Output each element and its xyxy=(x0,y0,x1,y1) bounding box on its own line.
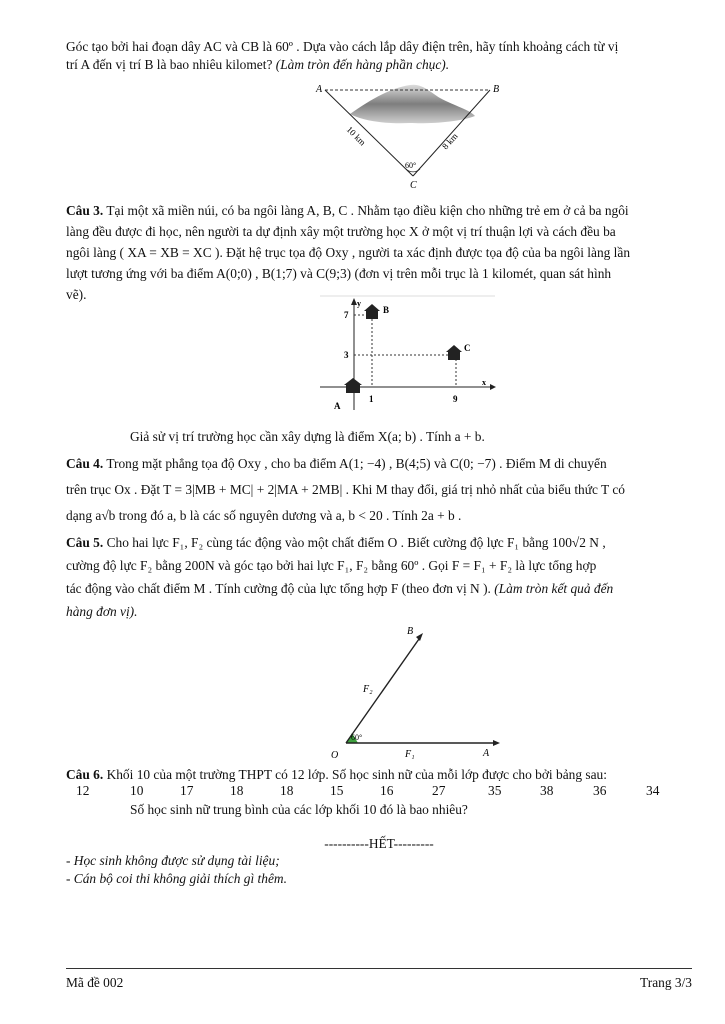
exam-code: Mã đề 002 xyxy=(66,975,124,990)
svg-text:9: 9 xyxy=(453,394,458,404)
intro-question: Góc tạo bởi hai đoạn dây AC và CB là 60º . Dựa vào cách lắp dây điện trên, hãy tính khoảng cách từ vị trí A đến vị trí B là bao nhiêu kilomet? (Làm tròn đến hàng phần chục). xyxy=(66,39,619,72)
svg-text:B: B xyxy=(407,626,414,637)
svg-text:A: A xyxy=(334,401,341,411)
house-b-icon xyxy=(364,304,380,319)
table-cell: 38 xyxy=(540,783,554,798)
side-cb-label: 8 km xyxy=(440,131,460,152)
page-footer xyxy=(66,968,692,991)
point-a-label: A xyxy=(316,84,323,95)
force-f2-vector xyxy=(346,639,419,743)
female-students-table-row xyxy=(66,783,692,801)
table-cell: 15 xyxy=(330,783,344,798)
house-c-icon xyxy=(446,345,462,360)
table-cell: 34 xyxy=(646,783,660,798)
angle-label: 60° xyxy=(405,161,417,170)
table-cell: 10 xyxy=(130,783,144,798)
svg-text:y: y xyxy=(357,299,361,308)
force-vector-figure xyxy=(325,622,505,760)
side-ac-label: 10 km xyxy=(344,124,368,148)
table-cell: 35 xyxy=(488,783,502,798)
svg-text:F₁: F₁ xyxy=(405,749,415,760)
svg-text:A: A xyxy=(483,748,490,759)
question-3-ask: Giả sử vị trí trường học cần xây dựng là điểm X(a; b) . Tính a + b. xyxy=(130,429,485,444)
svg-text:1: 1 xyxy=(369,394,374,404)
svg-text:7: 7 xyxy=(344,310,349,320)
svg-text:C: C xyxy=(464,343,471,353)
end-marker: ----------HẾT--------- xyxy=(324,836,434,851)
question-5: Câu 5. Cho hai lực F₁, F₂ cùng tác động vào một chất điểm O . Biết cường độ lực F₁ bằng 100√2 N , cường độ lực F₂ bằng 200N và góc tạo bởi hai lực F₁, F₂ bằng 60º . Gọi F = F₁ + F₂ là lực tổng hợp tác động vào chất điểm M . Tính cường độ của lực tổng hợp F (theo đơn vị N ). (Làm tròn kết quả đến hàng đơn vị). xyxy=(66,535,614,619)
exam-notes: - Học sinh không được sử dụng tài liệu; - Cán bộ coi thi không giải thích gì thêm. xyxy=(66,853,287,886)
table-cell: 16 xyxy=(380,783,394,798)
svg-text:F₂: F₂ xyxy=(363,684,373,695)
svg-text:x: x xyxy=(482,378,486,387)
svg-text:3: 3 xyxy=(344,350,349,360)
table-cell: 18 xyxy=(230,783,244,798)
question-6: Câu 6. Khối 10 của một trường THPT có 12 lớp. Số học sinh nữ của mỗi lớp được cho bởi bảng sau: xyxy=(66,767,607,782)
point-c-label: C xyxy=(410,180,417,191)
house-a-icon xyxy=(344,378,362,393)
table-cell: 17 xyxy=(180,783,194,798)
question-3: Câu 3. Tại một xã miền núi, có ba ngôi làng A, B, C . Nhằm tạo điều kiện cho những trẻ em ở cả ba ngôi làng đều được đi học, nên người ta dự định xây một trường học X ở một vị trí thuận lợi và cách đều ba ngôi làng ( XA = XB = XC ). Đặt hệ trục tọa độ Oxy , người ta xác định được tọa độ của ba ngôi làng lần lượt tương ứng với ba điểm A(0;0) , B(1;7) và C(9;3) (đơn vị trên mỗi trục là 1 kilomét, quan sát hình vẽ). xyxy=(66,203,631,302)
table-cell: 18 xyxy=(280,783,294,798)
page-number: Trang 3/3 xyxy=(640,975,692,990)
question-6-ask: Số học sinh nữ trung bình của các lớp khối 10 đó là bao nhiêu? xyxy=(130,802,468,817)
point-b-label: B xyxy=(493,84,500,95)
question-4: Câu 4. Trong mặt phẳng tọa độ Oxy , cho ba điểm A(1; −4) , B(4;5) và C(0; −7) . Điểm M di chuyển trên trục Ox . Đặt T = 3|MB + MC| + 2|MA + 2MB| . Khi M thay đổi, giá trị nhỏ nhất của biểu thức T có dạng a√b trong đó a, b là các số nguyên dương và a, b < 20 . Tính 2a + b . xyxy=(66,456,625,523)
svg-text:B: B xyxy=(383,305,390,315)
table-cell: 27 xyxy=(432,783,446,798)
wire-triangle-figure xyxy=(310,80,515,192)
svg-text:60°: 60° xyxy=(351,733,363,742)
svg-text:O: O xyxy=(331,750,339,760)
village-coordinate-figure xyxy=(320,295,500,415)
table-cell: 36 xyxy=(593,783,607,798)
table-cell: 12 xyxy=(76,783,90,798)
